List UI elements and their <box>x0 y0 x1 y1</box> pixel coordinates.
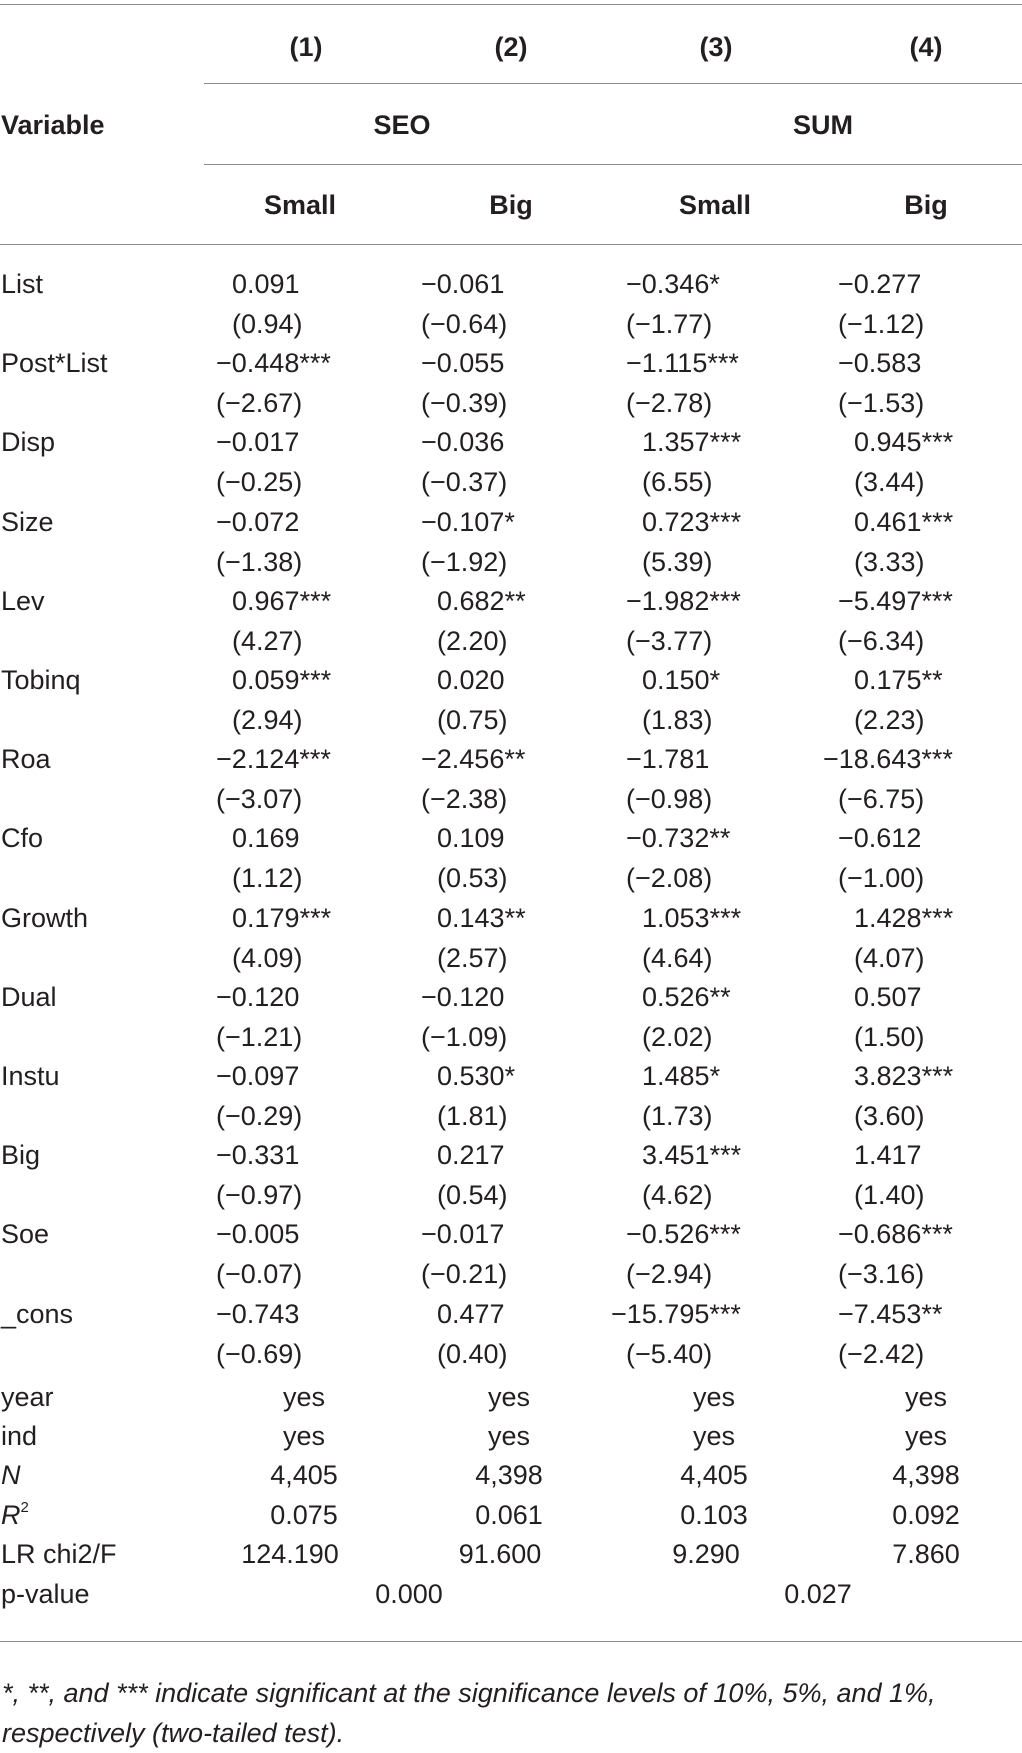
coefficient-cell: −2.456** <box>421 744 526 775</box>
coefficient-cell: 0.091 <box>232 269 300 299</box>
coefficient-cell: −0.612 <box>838 823 922 854</box>
variable-label: Dual <box>1 981 57 1012</box>
coefficient-cell: 0.020 <box>437 665 505 695</box>
n-value-3: 4,405 <box>680 1460 748 1490</box>
variable-label: Lev <box>1 585 45 616</box>
coefficient-cell: 0.217 <box>437 1140 505 1171</box>
coefficient-cell: −0.036 <box>421 427 505 458</box>
ind-value-3: yes <box>692 1421 736 1451</box>
year-value-2: yes <box>487 1382 531 1412</box>
n-value-1: 4,405 <box>270 1460 338 1490</box>
t-stat-cell: (−0.21) <box>421 1259 508 1290</box>
coefficient-cell: −1.982*** <box>626 585 741 616</box>
t-stat-cell: (−0.69) <box>216 1338 303 1369</box>
coefficient-cell: 0.507 <box>854 981 922 1012</box>
bottom-rule <box>0 1641 1022 1642</box>
t-stat-cell: (1.40) <box>854 1180 925 1211</box>
n-value-2: 4,398 <box>475 1460 543 1490</box>
t-stat-cell: (2.57) <box>437 942 508 973</box>
variable-label: Instu <box>1 1061 60 1091</box>
variable-label: Size <box>1 506 54 537</box>
t-stat-cell: (−6.34) <box>838 625 925 656</box>
t-stat-cell: (−0.64) <box>421 309 508 339</box>
ind-value-4: yes <box>904 1421 948 1451</box>
t-stat-cell: (3.60) <box>854 1101 925 1131</box>
coefficient-cell: 1.428*** <box>854 902 954 933</box>
coefficient-cell: 0.109 <box>437 823 505 854</box>
variable-label: Soe <box>1 1219 50 1250</box>
lr-label: LR chi2/F <box>1 1539 117 1569</box>
coefficient-cell: 0.723*** <box>642 506 742 537</box>
t-stat-cell: (3.33) <box>854 546 925 577</box>
coefficient-cell: −0.743 <box>216 1298 300 1329</box>
t-stat-cell: (1.83) <box>642 705 713 735</box>
r2-value-1: 0.075 <box>270 1500 338 1530</box>
r2-label-wrap <box>1 1499 29 1530</box>
group-rule <box>204 164 1022 165</box>
t-stat-cell: (6.55) <box>642 467 713 498</box>
variable-label: List <box>1 269 44 299</box>
subheader-small-1: Small <box>263 190 337 220</box>
coefficient-cell: −0.107* <box>421 506 515 537</box>
coefficient-cell: 0.945*** <box>854 427 954 458</box>
t-stat-cell: (−1.53) <box>838 388 925 419</box>
t-stat-cell: (−0.97) <box>216 1180 303 1211</box>
coefficient-cell: −5.497*** <box>838 585 953 616</box>
t-stat-cell: (−2.08) <box>626 863 713 894</box>
lr-value-2: 91.600 <box>458 1539 542 1569</box>
coefficient-cell: 1.357*** <box>642 427 742 458</box>
coefficient-cell: 1.485* <box>642 1061 721 1091</box>
coefficient-cell: −0.732** <box>626 823 731 854</box>
col-number-3: (3) <box>699 32 733 62</box>
coefficient-cell: −1.115*** <box>626 348 739 379</box>
t-stat-cell: (0.54) <box>437 1180 508 1211</box>
t-stat-cell: (1.73) <box>642 1101 713 1131</box>
t-stat-cell: (1.81) <box>437 1101 508 1131</box>
t-stat-cell: (5.39) <box>642 546 713 577</box>
significance-footnote: *, **, and *** indicate significant at the significance levels of 10%, 5%, and 1%, respectively (two-tailed test). <box>2 1678 936 1748</box>
t-stat-cell: (−2.94) <box>626 1259 713 1290</box>
n-label: N <box>1 1460 21 1490</box>
coefficient-cell: −0.448*** <box>216 348 331 379</box>
t-stat-cell: (−1.92) <box>421 546 508 577</box>
year-label: year <box>1 1382 54 1412</box>
coefficient-cell: 0.169 <box>232 823 300 854</box>
header-bottom-rule <box>0 244 1022 245</box>
t-stat-cell: (2.20) <box>437 625 508 656</box>
t-stat-cell: (−6.75) <box>838 784 925 815</box>
t-stat-cell: (−5.40) <box>626 1338 713 1369</box>
t-stat-cell: (−2.78) <box>626 388 713 419</box>
r2-superscript: 2 <box>20 1499 29 1516</box>
coefficient-cell: −0.055 <box>421 348 505 379</box>
t-stat-cell: (−3.07) <box>216 784 303 815</box>
variable-label: Tobinq <box>1 665 81 695</box>
coefficient-cell: −0.120 <box>216 981 300 1012</box>
coefficient-cell: −0.120 <box>421 981 505 1012</box>
variable-label: Disp <box>1 427 56 458</box>
variable-label: _cons <box>1 1298 74 1329</box>
ind-value-2: yes <box>487 1421 531 1451</box>
coefficient-cell: 0.150* <box>642 665 721 695</box>
r2-label: R <box>1 1500 21 1530</box>
t-stat-cell: (4.62) <box>642 1180 713 1211</box>
t-stat-cell: (−0.98) <box>626 784 713 815</box>
group-seo: SEO <box>373 110 431 140</box>
t-stat-cell: (2.23) <box>854 705 925 735</box>
variable-label: Cfo <box>1 823 44 854</box>
coefficient-cell: −0.331 <box>216 1140 300 1171</box>
coefficient-cell: −0.526*** <box>626 1219 741 1250</box>
ind-label: ind <box>1 1421 38 1451</box>
col-number-4: (4) <box>909 32 943 62</box>
t-stat-cell: (−3.77) <box>626 625 713 656</box>
t-stat-cell: (4.09) <box>232 942 303 973</box>
coefficient-cell: −18.643*** <box>823 744 953 775</box>
t-stat-cell: (−1.00) <box>838 863 925 894</box>
r2-value-3: 0.103 <box>680 1500 748 1530</box>
col-number-2: (2) <box>494 32 528 62</box>
coefficient-cell: −0.097 <box>216 1061 300 1091</box>
r2-value-4: 0.092 <box>892 1500 960 1530</box>
coefficient-cell: 3.823*** <box>854 1061 954 1091</box>
t-stat-cell: (0.94) <box>232 309 303 339</box>
coefficient-cell: 0.477 <box>437 1298 505 1329</box>
coefficient-cell: 0.682** <box>437 585 526 616</box>
year-value-1: yes <box>282 1382 326 1412</box>
coefficient-cell: −0.686*** <box>838 1219 953 1250</box>
lr-value-4: 7.860 <box>892 1539 960 1569</box>
coefficient-cell: 0.967*** <box>232 585 332 616</box>
t-stat-cell: (−0.29) <box>216 1101 303 1131</box>
t-stat-cell: (−2.42) <box>838 1338 925 1369</box>
variable-header: Variable <box>1 110 105 140</box>
coefficient-cell: 3.451*** <box>642 1140 742 1171</box>
variable-label: Post*List <box>1 348 108 379</box>
group-sum: SUM <box>793 110 853 140</box>
year-value-4: yes <box>904 1382 948 1412</box>
t-stat-cell: (−0.39) <box>421 388 508 419</box>
coefficient-cell: −0.583 <box>838 348 922 379</box>
coefficient-cell: 0.143** <box>437 902 526 933</box>
t-stat-cell: (2.02) <box>642 1021 713 1052</box>
t-stat-cell: (4.07) <box>854 942 925 973</box>
t-stat-cell: (−1.21) <box>216 1021 303 1052</box>
t-stat-cell: (−1.12) <box>838 309 925 339</box>
pvalue-seo: 0.000 <box>375 1579 443 1609</box>
col-number-1: (1) <box>289 32 323 62</box>
coefficient-cell: 0.461*** <box>854 506 954 537</box>
t-stat-cell: (4.27) <box>232 625 303 656</box>
coefficient-cell: 0.179*** <box>232 902 332 933</box>
ind-value-1: yes <box>282 1421 326 1451</box>
coefficient-cell: −2.124*** <box>216 744 331 775</box>
t-stat-cell: (−0.37) <box>421 467 508 498</box>
t-stat-cell: (−1.09) <box>421 1021 508 1052</box>
coefficient-cell: 0.059*** <box>232 665 332 695</box>
t-stat-cell: (0.40) <box>437 1338 508 1369</box>
lr-value-3: 9.290 <box>672 1539 740 1569</box>
t-stat-cell: (0.75) <box>437 705 508 735</box>
col-number-rule <box>204 83 1022 84</box>
coefficient-cell: −15.795*** <box>611 1298 741 1329</box>
t-stat-cell: (−1.77) <box>626 309 713 339</box>
coefficient-cell: −0.005 <box>216 1219 300 1250</box>
subheader-big-1: Big <box>489 190 533 220</box>
coefficient-cell: −0.017 <box>216 427 300 458</box>
coefficient-cell: −0.277 <box>838 269 922 299</box>
variable-label: Big <box>1 1140 41 1171</box>
subheader-small-2: Small <box>678 190 752 220</box>
coefficient-cell: 0.526** <box>642 981 731 1012</box>
t-stat-cell: (−0.07) <box>216 1259 303 1290</box>
t-stat-cell: (−2.67) <box>216 388 303 419</box>
coefficient-cell: −7.453** <box>838 1298 943 1329</box>
t-stat-cell: (0.53) <box>437 863 508 894</box>
n-value-4: 4,398 <box>892 1460 960 1490</box>
t-stat-cell: (−2.38) <box>421 784 508 815</box>
lr-value-1: 124.190 <box>241 1539 339 1569</box>
top-rule <box>0 4 1022 5</box>
t-stat-cell: (−1.38) <box>216 546 303 577</box>
t-stat-cell: (2.94) <box>232 705 303 735</box>
t-stat-cell: (−0.25) <box>216 467 303 498</box>
pvalue-sum: 0.027 <box>784 1579 852 1609</box>
coefficient-cell: 1.053*** <box>642 902 742 933</box>
r2-value-2: 0.061 <box>475 1500 543 1530</box>
coefficient-cell: −1.781 <box>626 744 710 775</box>
t-stat-cell: (4.64) <box>642 942 713 973</box>
t-stat-cell: (3.44) <box>854 467 925 498</box>
year-value-3: yes <box>692 1382 736 1412</box>
subheader-big-2: Big <box>904 190 948 220</box>
coefficient-cell: −0.061 <box>421 269 505 299</box>
coefficient-cell: −0.346* <box>626 269 720 299</box>
coefficient-cell: −0.017 <box>421 1219 505 1250</box>
coefficient-cell: 0.530* <box>437 1061 516 1091</box>
coefficient-cell: 0.175** <box>854 665 943 695</box>
t-stat-cell: (1.50) <box>854 1021 925 1052</box>
coefficient-cell: −0.072 <box>216 506 300 537</box>
t-stat-cell: (−3.16) <box>838 1259 925 1290</box>
variable-label: Roa <box>1 744 51 775</box>
variable-label: Growth <box>1 902 89 933</box>
t-stat-cell: (1.12) <box>232 863 303 894</box>
coefficient-cell: 1.417 <box>854 1140 922 1171</box>
pvalue-label: p-value <box>1 1579 90 1609</box>
